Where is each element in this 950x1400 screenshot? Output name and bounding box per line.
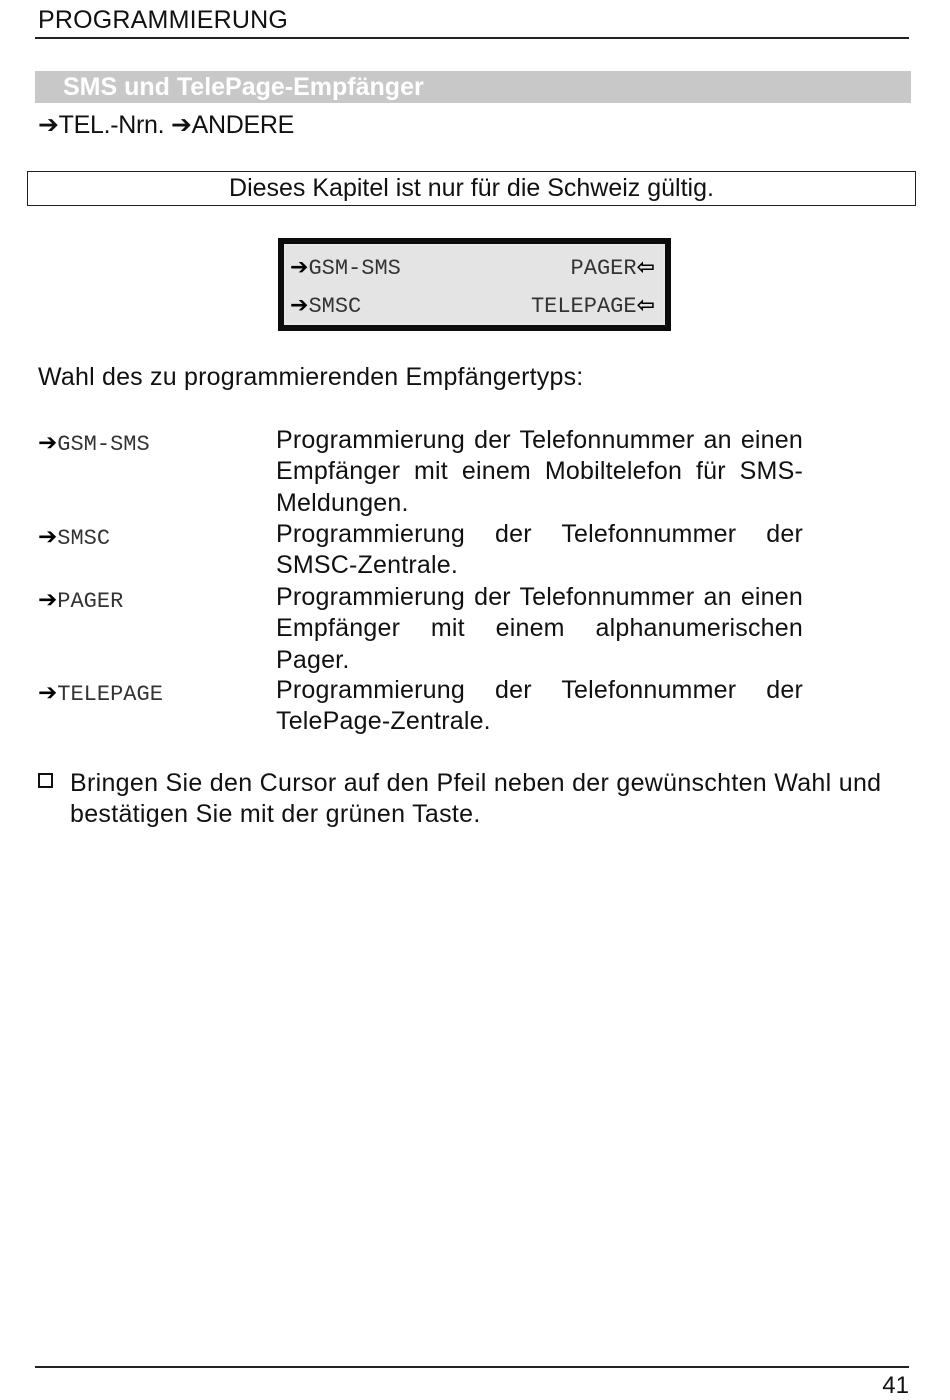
arrow-left-icon: ⇦ — [636, 293, 655, 318]
country-note-box — [27, 171, 916, 206]
lcd-option-telepage[interactable]: TELEPAGE⇦ — [530, 293, 655, 319]
lcd-option-gsm-sms[interactable]: ➔GSM-SMS — [290, 255, 401, 281]
option-label-smsc: ➔SMSC — [38, 524, 111, 551]
arrow-right-icon: ➔ — [290, 255, 309, 280]
arrow-right-icon: ➔ — [38, 524, 58, 550]
option-description-smsc: Programmierung der Telefonnummer der SMSC-Zentrale. — [276, 520, 803, 580]
section-title: SMS und TelePage-Empfänger — [63, 73, 424, 101]
option-label-gsm-sms: ➔GSM-SMS — [38, 430, 150, 457]
lcd-row-2 — [286, 290, 663, 324]
footer-divider — [35, 1366, 909, 1368]
breadcrumb-item-tel-nrn: TEL.-Nrn. — [58, 111, 171, 139]
lcd-display — [278, 238, 671, 331]
breadcrumb — [38, 110, 294, 140]
arrow-right-icon: ➔ — [170, 110, 192, 139]
page-number: 41 — [882, 1372, 909, 1399]
instruction-text: Bringen Sie den Cursor auf den Pfeil neben der gewünschten Wahl und bestätigen Sie mit der grünen Taste. — [70, 769, 882, 829]
intro-text: Wahl des zu programmierenden Empfängertyps: — [38, 363, 584, 391]
lcd-option-pager[interactable]: PAGER⇦ — [570, 255, 655, 281]
checkbox-icon — [38, 773, 53, 788]
option-label-telepage: ➔TELEPAGE — [38, 680, 163, 707]
arrow-right-icon: ➔ — [38, 587, 58, 613]
option-description-telepage: Programmierung der Telefonnummer der TelePage-Zentrale. — [276, 676, 803, 736]
breadcrumb-item-andere: ANDERE — [191, 111, 294, 139]
lcd-row-1 — [286, 252, 663, 286]
arrow-right-icon: ➔ — [290, 293, 309, 318]
option-label-pager: ➔PAGER — [38, 587, 124, 614]
page-header-title: PROGRAMMIERUNG — [38, 6, 289, 34]
section-heading-bar — [35, 71, 911, 103]
header-divider — [35, 37, 909, 39]
arrow-right-icon: ➔ — [38, 430, 58, 456]
arrow-right-icon: ➔ — [38, 110, 59, 139]
arrow-left-icon: ⇦ — [636, 255, 655, 280]
option-description-pager: Programmierung der Telefonnummer an einen Empfänger mit einem alphanumerischen Pager. — [276, 583, 803, 674]
arrow-right-icon: ➔ — [38, 680, 58, 706]
lcd-screen — [284, 244, 665, 325]
country-note-text: Dieses Kapitel ist nur für die Schweiz gültig. — [229, 174, 714, 202]
lcd-option-smsc[interactable]: ➔SMSC — [290, 293, 362, 319]
option-description-gsm-sms: Programmierung der Telefonnummer an einen Empfänger mit einem Mobiltelefon für SMS-Meldungen. — [276, 426, 803, 517]
